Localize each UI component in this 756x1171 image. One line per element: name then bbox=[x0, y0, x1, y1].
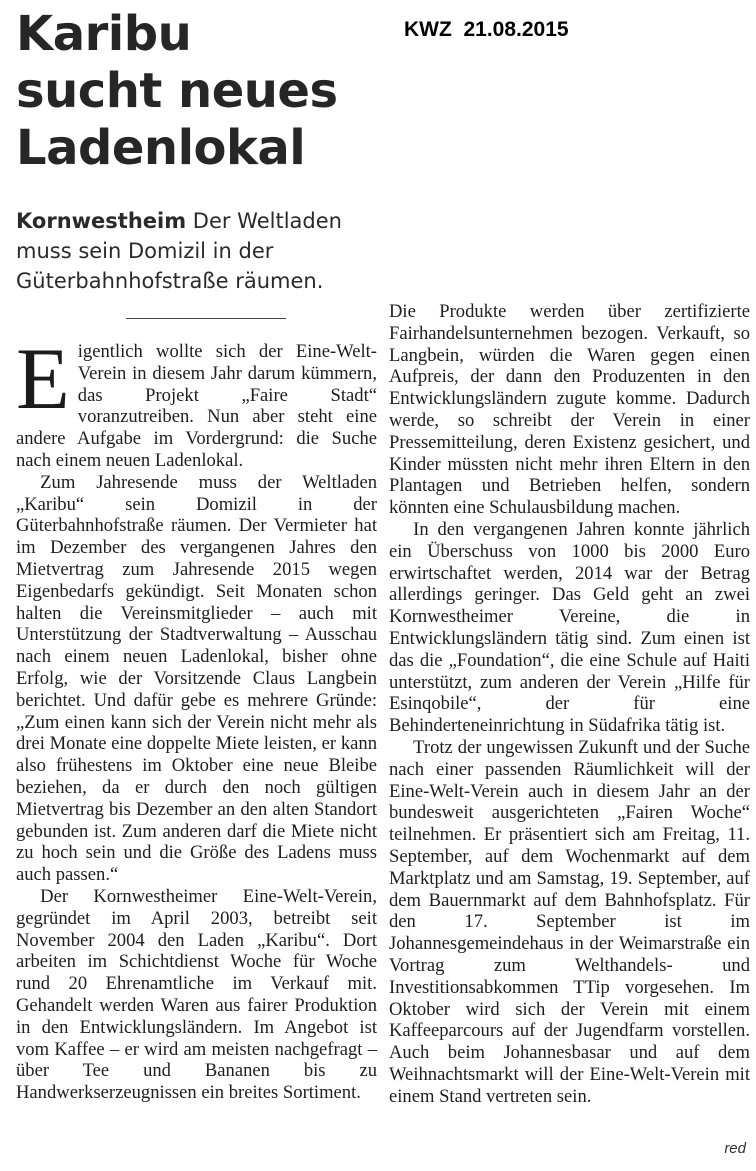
paragraph: Der Kornwestheimer Eine-Welt-Verein, gegründet im April 2003, betreibt seit November 2004 den Laden „Karibu“. Dort arbeiten im Schichtdienst Woche für Woche rund 20 Ehrenamtliche im Verkauf mit. Gehandelt werden Waren aus fairer Produktion in den Entwicklungsländern. Im Angebot ist vom Kaffee – er wird am meisten nachgefragt – über Tee und Bananen bis zu Handwerkserzeugnissen ein breites Sortiment. bbox=[16, 885, 377, 1104]
paragraph: Die Produkte werden über zertifizierte Fairhandelsunternehmen bezogen. Verkauft, so Langbein, würden die Waren gegen einen Aufpreis, der dann den Produzenten in den Entwicklungsländern zugute komme. Dadurch werde, so schreibt der Verein in einer Pressemitteilung, deren Existenz gesichert, und Kinder müssten nicht mehr ihren Eltern in den Plantagen und Betrieben helfen, sondern könnten eine Schulausbildung machen. bbox=[389, 301, 750, 519]
paragraph: In den vergangenen Jahren konnte jährlich ein Überschuss von 1000 bis 2000 Euro erwirtschaftet werden, 2014 war der Betrag allerdings geringer. Das Geld geht an zwei Kornwestheimer Vereine, die in Entwicklungsländern tätig sind. Zum einen ist das die „Foundation“, die eine Schule auf Haiti unterstützt, zum anderen der Verein „Hilfe für Esinqobile“, der für eine Behinderteneinrichtung in Südafrika tätig ist. bbox=[389, 518, 750, 737]
paragraph: Zum Jahresende muss der Weltladen „Karibu“ sein Domizil in der Güterbahnhofstraße räumen. Der Vermieter hat im Dezember des vergangenen Jahres den Mietvertrag zum Jahresende 2015 wegen Eigenbedarfs gekündigt. Seit Monaten schon halten die Vereinsmitglieder – auch mit Unterstützung der Stadtverwaltung – Ausschau nach einem neuen Ladenlokal, bisher ohne Erfolg, wie der Vorsitzende Claus Langbein berichtet. Und dafür gebe es mehrere Gründe: „Zum einen kann sich der Verein nicht mehr als drei Monate eine doppelte Miete leisten, er kann also frühestens im Oktober eine neue Bleibe beziehen, da er durch den noch gültigen Mietvertrag bis Dezember an den alten Standort gebunden ist. Zum anderen darf die Miete nicht zu hoch sein und die Größe des Ladens muss auch passen.“ bbox=[16, 471, 377, 886]
author-credit: red bbox=[724, 1140, 746, 1157]
drop-cap: E bbox=[16, 331, 70, 428]
paragraph-text: igentlich wollte sich der Eine-Welt-Verein in diesem Jahr darum kümmern, das Projekt „Faire Stadt“ voranzutreiben. Nun aber steht eine andere Aufgabe im Vordergrund: die Suche nach einem neuen Ladenlokal. bbox=[16, 341, 377, 471]
paragraph bbox=[16, 331, 377, 472]
article-column-right bbox=[389, 301, 750, 1107]
headline: Karibu sucht neues Ladenlokal bbox=[16, 6, 338, 176]
subheadline bbox=[16, 206, 351, 296]
source-date-label: KWZ 21.08.2015 bbox=[404, 18, 569, 41]
separator-rule bbox=[126, 318, 286, 319]
paragraph: Trotz der ungewissen Zukunft und der Suche nach einer passenden Räumlichkeit will der Eine-Welt-Verein auch in diesem Jahr an der bundesweit ausgerichteten „Fairen Woche“ teilnehmen. Er präsentiert sich am Freitag, 11. September, auf dem Wochenmarkt auf dem Marktplatz und am Samstag, 19. September, auf dem Bauernmarkt auf dem Bahnhofsplatz. Für den 17. September ist im Johannesgemeindehaus in der Weimarstraße ein Vortrag zum Welthandels- und Investitionsabkommen TTip vorgesehen. Im Oktober wird sich der Verein mit einem Kaffeeparcours auf der Jugendfarm vorstellen. Auch beim Johannesbasar und auf dem Weihnachtsmarkt will der Eine-Welt-Verein mit einem Stand vertreten sein. bbox=[389, 736, 750, 1107]
article-column-left bbox=[16, 331, 377, 1104]
subheadline-text: Der Weltladen muss sein Domizil in der Güterbahnhofstraße räumen. bbox=[16, 209, 342, 293]
dateline-place: Kornwestheim bbox=[16, 209, 187, 233]
